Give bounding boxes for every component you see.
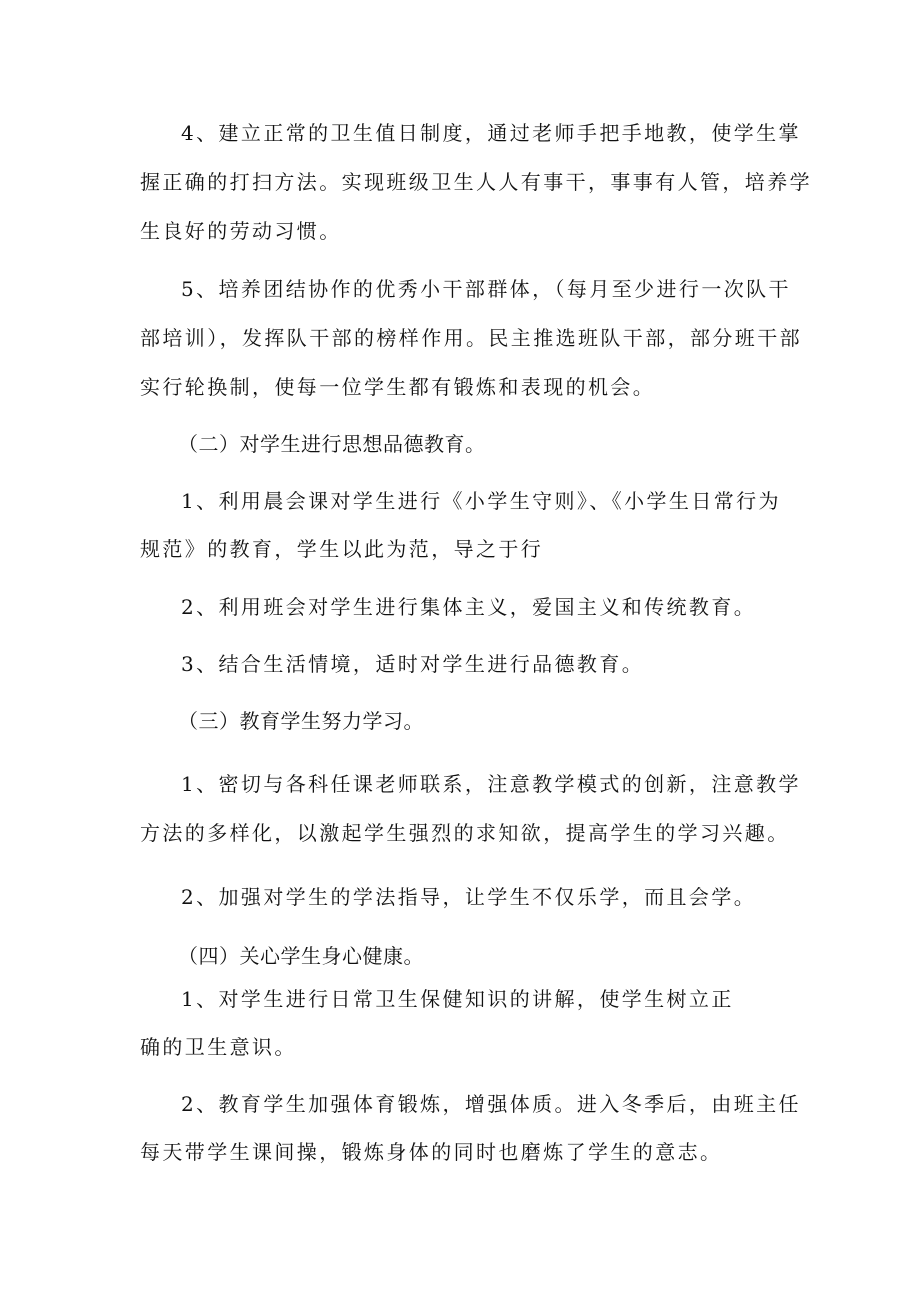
paragraph-line: 3、结合生活情境，适时对学生进行品德教育。 [181, 652, 645, 676]
section-heading: （三）教育学生努力学习。 [178, 709, 424, 733]
paragraph-line: 1、密切与各科任课老师联系，注意教学模式的创新，注意教学 [181, 772, 801, 796]
paragraph-line: 5、培养团结协作的优秀小干部群体，（每月至少进行一次队干 [181, 277, 791, 301]
paragraph-line: 1、对学生进行日常卫生保健知识的讲解，使学生树立正 [181, 987, 734, 1011]
paragraph-line: 生良好的劳动习惯。 [140, 219, 342, 243]
paragraph-line: 方法的多样化，以激起学生强烈的求知欲，提高学生的学习兴趣。 [140, 821, 790, 845]
paragraph-line: 规范》的教育，学生以此为范，导之于行 [140, 537, 544, 561]
paragraph-line: 确的卫生意识。 [140, 1035, 297, 1059]
paragraph-line: 每天带学生课间操，锻炼身体的同时也磨炼了学生的意志。 [140, 1140, 723, 1164]
section-heading: （二）对学生进行思想品德教育。 [178, 432, 486, 456]
paragraph-line: 实行轮换制，使每一位学生都有锻炼和表现的机会。 [140, 375, 656, 399]
paragraph-line: 部培训），发挥队干部的榜样作用。民主推选班队干部，部分班干部 [140, 326, 802, 350]
paragraph-line: 4、建立正常的卫生值日制度，通过老师手把手地教，使学生掌 [181, 121, 801, 145]
paragraph-line: 2、利用班会对学生进行集体主义，爱国主义和传统教育。 [181, 595, 757, 619]
section-heading: （四）关心学生身心健康。 [178, 944, 424, 968]
paragraph-line: 2、教育学生加强体育锻炼，增强体质。进入冬季后，由班主任 [181, 1092, 801, 1116]
paragraph-line: 2、加强对学生的学法指导，让学生不仅乐学，而且会学。 [181, 885, 757, 909]
paragraph-line: 1、利用晨会课对学生进行《小学生守则》、《小学生日常行为 [181, 489, 781, 513]
paragraph-line: 握正确的打扫方法。实现班级卫生人人有事干，事事有人管，培养学 [140, 170, 812, 194]
